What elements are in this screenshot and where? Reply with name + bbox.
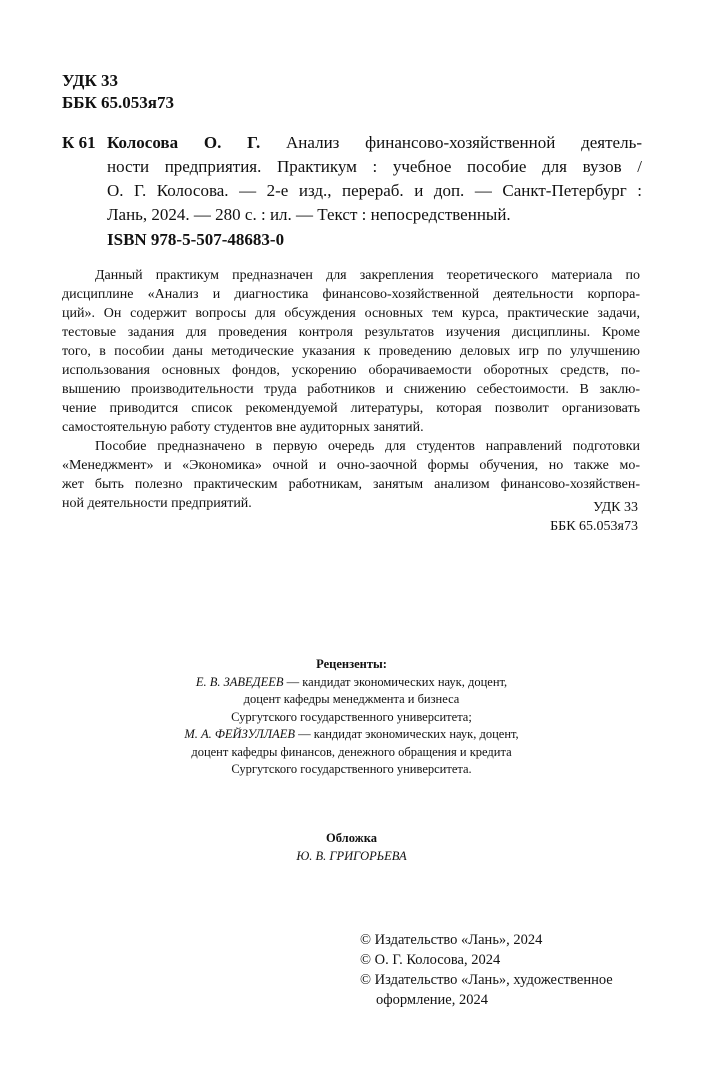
reviewer-1-desc: — кандидат экономических наук, доцент, — [283, 674, 508, 689]
bbk-code-repeat: ББК 65.053я73 — [550, 519, 638, 534]
reviewers-block — [0, 656, 703, 779]
bibliographic-entry — [62, 131, 642, 227]
abstract-line: ций». Он содержит вопросы для обсуждения основных тем курса, практические задачи, — [62, 306, 640, 321]
udk-code: УДК 33 — [62, 71, 119, 90]
reviewer-2-line — [0, 726, 703, 744]
reviewer-2-name: М. А. ФЕЙЗУЛЛАЕВ — [184, 727, 296, 741]
entry-title-start: Анализ финансово-хозяйственной деятель- — [286, 133, 642, 152]
reviewer-2-affiliation: Сургутского государственного университета. — [231, 762, 472, 776]
abstract-line: самостоятельную работу студентов вне аудиторных занятий. — [62, 420, 424, 435]
abstract-line: Пособие предназначено в первую очередь для студентов направлений подготовки — [95, 439, 640, 454]
entry-line-1 — [107, 131, 642, 155]
entry-author: Колосова О. Г. — [107, 133, 261, 152]
reviewer-1-name: Е. В. ЗАВЕДЕЕВ — [195, 674, 284, 689]
reviewer-1-affiliation: Сургутского государственного университета; — [231, 709, 472, 724]
reviewer-2-desc: — кандидат экономических наук, доцент, — [295, 727, 519, 741]
reviewer-1-line — [0, 674, 703, 692]
cover-designer: Ю. В. ГРИГОРЬЕВА — [296, 849, 407, 863]
abstract-line: Данный практикум предназначен для закрепления теоретического материала по — [95, 268, 640, 283]
copyright-notices — [360, 930, 613, 1010]
abstract-line: ной деятельности предприятий. — [62, 496, 252, 511]
repeat-classification-codes — [550, 498, 638, 536]
udk-code-repeat: УДК 33 — [593, 500, 638, 515]
copyright-line: © О. Г. Колосова, 2024 — [360, 952, 501, 968]
classification-codes — [62, 70, 174, 114]
copyright-line: © Издательство «Лань», художественное — [360, 972, 613, 988]
abstract-line: жет быть полезно практическим работникам, занятым анализом финансово-хозяйствен- — [62, 477, 640, 492]
copyright-line: © Издательство «Лань», 2024 — [360, 932, 543, 948]
entry-line-2: ности предприятия. Практикум : учебное пособие для вузов / — [107, 157, 642, 176]
reviewers-heading: Рецензенты: — [316, 657, 387, 671]
entry-line-3: О. Г. Колосова. — 2-е изд., перераб. и доп. — Санкт-Петербург : — [107, 181, 642, 200]
abstract-line: чение приводится список рекомендуемой литературы, которая позволит организовать — [62, 401, 640, 416]
reviewer-1-position: доцент кафедры менеджмента и бизнеса — [243, 692, 460, 706]
annotation — [62, 266, 640, 513]
abstract-line: вышению производительности труда работников и снижению себестоимости. В заклю- — [62, 382, 640, 397]
copyright-line: оформление, 2024 — [376, 992, 488, 1008]
abstract-line: «Менеджмент» и «Экономика» очной и очно-заочной формы обучения, но также мо- — [62, 458, 640, 473]
abstract-line: использования основных фондов, ускорению оборачиваемости оборотных средств, по- — [62, 363, 640, 378]
cover-heading: Обложка — [326, 831, 377, 845]
isbn: ISBN 978-5-507-48683-0 — [107, 230, 285, 249]
entry-line-4: Лань, 2024. — 280 с. : ил. — Текст : непосредственный. — [107, 205, 511, 224]
author-mark: К 61 — [62, 133, 96, 152]
cover-credit — [0, 829, 703, 865]
abstract-line: тестовые задания для проведения контроля результатов изучения дисциплины. Кроме — [62, 325, 640, 340]
abstract-line: того, в пособии даны методические указания к проведению деловых игр по улучшению — [62, 344, 640, 359]
reviewer-2-position: доцент кафедры финансов, денежного обращения и кредита — [191, 744, 512, 759]
abstract-line: дисциплине «Анализ и диагностика финансово-хозяйственной деятельности корпора- — [62, 287, 640, 302]
bbk-code: ББК 65.053я73 — [62, 93, 175, 112]
